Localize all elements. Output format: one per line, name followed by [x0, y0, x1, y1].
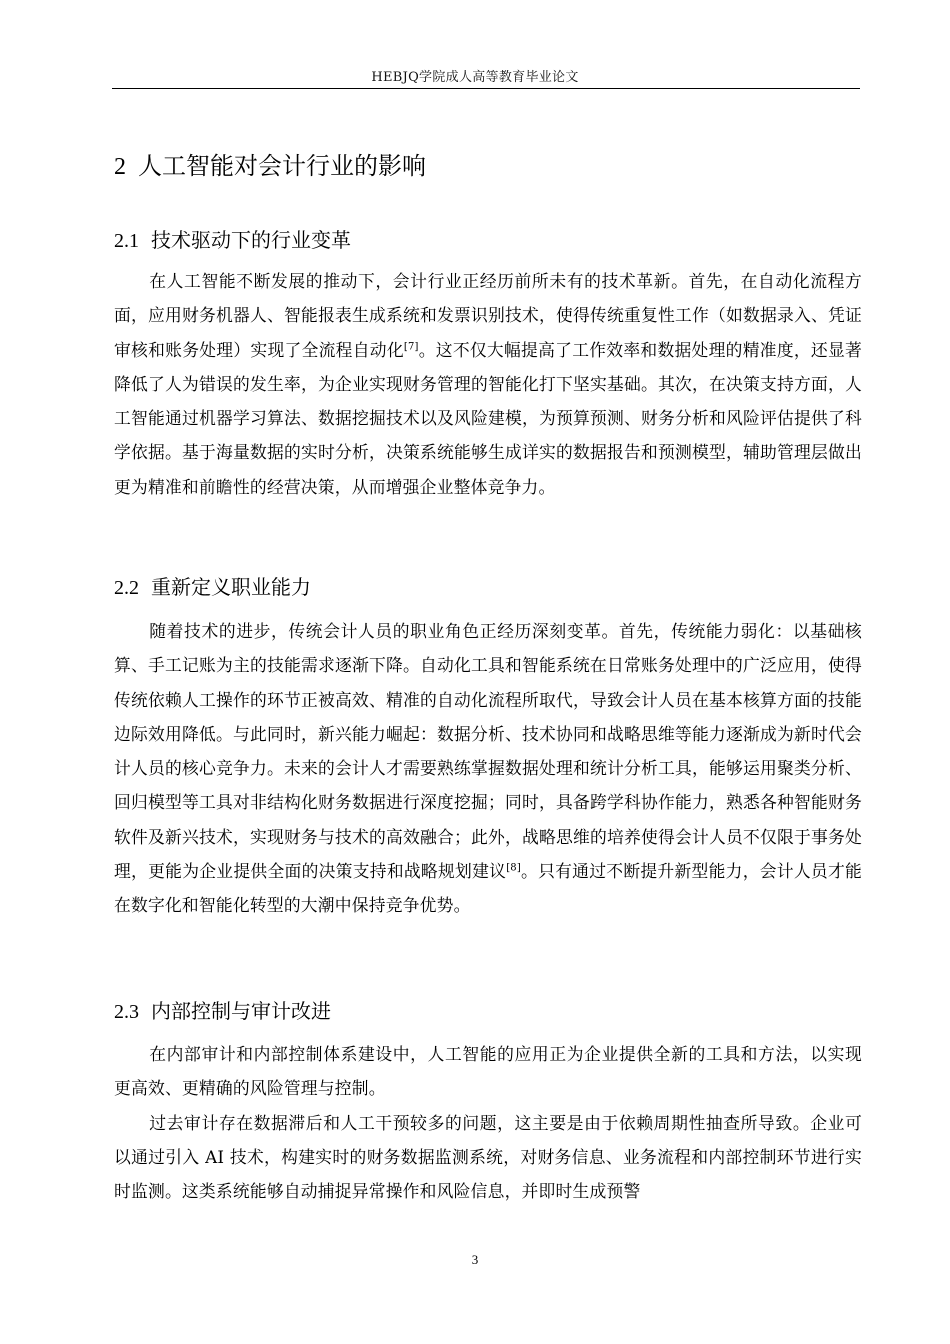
section-heading-2-1 — [114, 224, 351, 253]
paragraph-text: 过去审计存在数据滞后和人工干预较多的问题，这主要是由于依赖周期性抽查所导致。企业可以通过引入 AI 技术，构建实时的财务数据监测系统，对财务信息、业务流程和内部控制环节进行实时监测。这类系统能够自动捕捉异常操作和风险信息，并即时生成预警 — [114, 1112, 862, 1202]
paragraph — [114, 1037, 862, 1106]
running-header: HEBJQ学院成人高等教育毕业论文 — [371, 70, 579, 85]
paragraph — [114, 264, 862, 504]
citation: [8] — [506, 862, 521, 874]
citation: [7] — [403, 341, 419, 352]
section-2-1-body — [114, 264, 862, 504]
section-heading-2-3 — [114, 995, 331, 1024]
page-number: 3 — [471, 1252, 479, 1267]
section-2-3-body — [114, 1037, 862, 1208]
chapter-title: 人工智能对会计行业的影响 — [138, 152, 426, 180]
section-number: 2.2 — [114, 577, 139, 599]
section-heading-2-2 — [114, 571, 311, 600]
chapter-heading — [114, 146, 426, 181]
paragraph-text: 随着技术的进步，传统会计人员的职业角色正经历深刻变革。首先，传统能力弱化：以基础核算、手工记账为主的技能需求逐渐下降。自动化工具和智能系统在日常账务处理中的广泛应用，使得传统依赖人工操作的环节正被高效、精准的自动化流程所取代，导致会计人员在基本核算方面的技能边际效用降低。与此同时，新兴能力崛起：数据分析、技术协同和战略思维等能力逐渐成为新时代会计人员的核心竞争力。未来的会计人才需要熟练掌握数据处理和统计分析工具，能够运用聚类分析、回归模型等工具对非结构化财务数据进行深度挖掘；同时，具备跨学科协作能力，熟悉各种智能财务软件及新兴技术，实现财务与技术的高效融合；此外，战略思维的培养使得会计人员不仅限于事务处理，更能为企业提供全面的决策支持和战略规划建议 — [114, 621, 862, 882]
paragraph-text: 。只有通过不断提升新型能力，会计人员才能在数字化和智能化转型的大潮中保持竞争优势。 — [114, 861, 862, 916]
paragraph-text: 在人工智能不断发展的推动下，会计行业正经历前所未有的技术革新。首先，在自动化流程方面，应用财务机器人、智能报表生成系统和发票识别技术，使得传统重复性工作（如数据录入、凭证审核和账务处理）实现了全流程自动化 — [114, 271, 862, 360]
paragraph-text: 。这不仅大幅提高了工作效率和数据处理的精准度，还显著降低了人为错误的发生率，为企业实现财务管理的智能化打下坚实基础。其次，在决策支持方面，人工智能通过机器学习算法、数据挖掘技术以及风险建模，为预算预测、财务分析和风险评估提供了科学依据。基于海量数据的实时分析，决策系统能够生成详实的数据报告和预测模型，辅助管理层做出更为精准和前瞻性的经营决策，从而增强企业整体竞争力。 — [114, 339, 863, 497]
paragraph-text: 在内部审计和内部控制体系建设中，人工智能的应用正为企业提供全新的工具和方法，以实现更高效、更精确的风险管理与控制。 — [114, 1044, 862, 1099]
chapter-number: 2 — [114, 154, 126, 180]
section-number: 2.3 — [114, 1001, 139, 1023]
section-number: 2.1 — [114, 230, 139, 252]
section-title: 内部控制与审计改进 — [151, 999, 331, 1023]
header-rule — [112, 88, 860, 89]
section-2-2-body — [114, 614, 862, 923]
paragraph — [114, 1106, 862, 1209]
section-title: 技术驱动下的行业变革 — [151, 228, 351, 252]
section-title: 重新定义职业能力 — [151, 575, 311, 599]
paragraph — [114, 614, 862, 923]
